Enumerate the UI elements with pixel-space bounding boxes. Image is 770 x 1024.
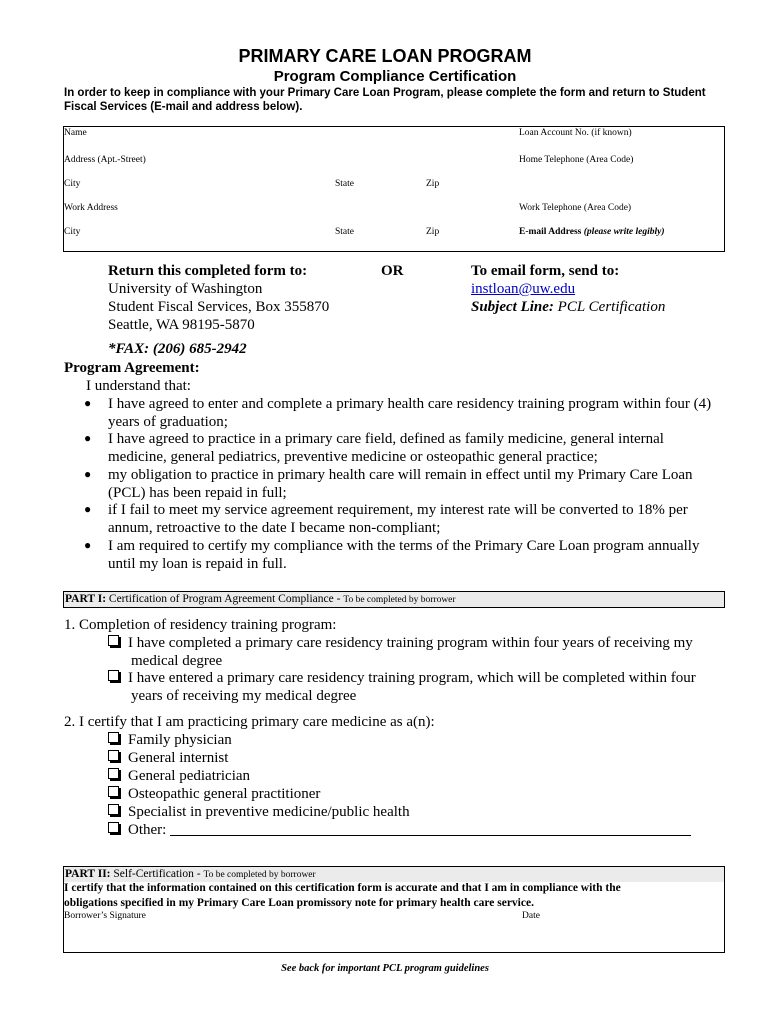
part1-note: To be completed by borrower — [343, 595, 456, 605]
question-2: 2. I certify that I am practicing primary care medicine as a(n): — [64, 714, 435, 730]
option-general-pediatrician[interactable]: General pediatrician — [108, 767, 250, 785]
bullet-icon: ● — [84, 396, 92, 410]
return-line: Seattle, WA 98195-5870 — [108, 317, 255, 333]
city-field[interactable]: City — [64, 179, 81, 189]
part2-note: To be completed by borrower — [203, 870, 316, 880]
return-line: University of Washington — [108, 281, 263, 297]
state-field[interactable]: State — [335, 179, 354, 189]
signature-field[interactable]: Borrower’s Signature — [64, 911, 146, 921]
page-subtitle: Program Compliance Certification — [273, 68, 517, 85]
part1-title: Certification of Program Agreement Compliance - — [108, 593, 341, 605]
page-title: PRIMARY CARE LOAN PROGRAM — [238, 46, 532, 66]
option-completed-residency[interactable]: I have completed a primary care residency training program within four years of receiving my medical degree — [108, 634, 693, 670]
email-field-note: (please write legibly) — [583, 227, 665, 237]
bullet-icon: ● — [84, 502, 92, 516]
intro-text: In order to keep in compliance with your Primary Care Loan Program, please complete the form and return to Student Fiscal Services (E-mail and address below). — [64, 87, 706, 113]
email-heading: To email form, send to: — [471, 263, 620, 279]
list-item: if I fail to meet my service agreement requirement, my interest rate will be converted to 18% per annum, retroactive to the date I became non-compliant; — [108, 502, 688, 536]
list-item: I am required to certify my compliance with the terms of the Primary Care Loan program annually until my loan is repaid in full. — [108, 538, 700, 572]
question-1: 1. Completion of residency training program: — [64, 617, 337, 633]
part2-title: Self-Certification - — [113, 868, 201, 880]
home-phone-field[interactable]: Home Telephone (Area Code) — [519, 155, 634, 165]
email-link[interactable]: instloan@uw.edu — [471, 281, 576, 297]
option-other[interactable]: Other: — [108, 821, 691, 839]
or-label: OR — [381, 263, 404, 279]
checkbox-icon[interactable] — [108, 635, 119, 646]
list-item: I have agreed to practice in a primary care field, defined as family medicine, general internal medicine, general pediatrics, preventive medicine or osteopathic general practice; — [108, 431, 664, 465]
list-item: I have agreed to enter and complete a primary health care residency training program within four (4) years of graduation; — [108, 396, 712, 430]
email-field-label: E-mail Address — [519, 227, 582, 237]
work-address-field[interactable]: Work Address — [64, 203, 118, 213]
name-field[interactable]: Name — [64, 128, 87, 138]
work-city-field[interactable]: City — [64, 227, 81, 237]
agreement-lead: I understand that: — [86, 378, 191, 394]
work-zip-field[interactable]: Zip — [426, 227, 440, 237]
part1-label: PART I: — [65, 593, 107, 605]
list-item: my obligation to practice in primary health care will remain in effect until my Primary Care Loan (PCL) has been repaid in full; — [108, 467, 693, 501]
checkbox-icon[interactable] — [108, 786, 119, 797]
work-state-field[interactable]: State — [335, 227, 354, 237]
option-family-physician[interactable]: Family physician — [108, 731, 232, 749]
option-preventive-medicine[interactable]: Specialist in preventive medicine/public health — [108, 803, 410, 821]
loan-account-field[interactable]: Loan Account No. (if known) — [519, 128, 632, 138]
zip-field[interactable]: Zip — [426, 179, 440, 189]
checkbox-icon[interactable] — [108, 822, 119, 833]
subject-text: PCL Certification — [557, 299, 666, 315]
checkbox-icon[interactable] — [108, 732, 119, 743]
email-field[interactable] — [519, 227, 665, 237]
bullet-icon: ● — [84, 431, 92, 445]
other-input-line[interactable] — [170, 823, 691, 836]
option-general-internist[interactable]: General internist — [108, 749, 228, 767]
part2-box — [63, 866, 725, 953]
return-heading: Return this completed form to: — [108, 263, 308, 279]
address-field[interactable]: Address (Apt.-Street) — [64, 155, 146, 165]
part2-label: PART II: — [65, 868, 111, 880]
date-field[interactable]: Date — [522, 911, 540, 921]
borrower-info-box — [63, 126, 725, 252]
subject-label: Subject Line: — [471, 299, 554, 315]
email-send-block — [471, 262, 665, 316]
bullet-icon: ● — [84, 467, 92, 481]
part1-header — [63, 591, 725, 608]
option-entered-residency[interactable]: I have entered a primary care residency training program, which will be completed within four years of receiving my medical degree — [108, 669, 696, 705]
footer-note: See back for important PCL program guidelines — [281, 963, 489, 974]
fax-number: *FAX: (206) 685-2942 — [108, 341, 247, 357]
work-phone-field[interactable]: Work Telephone (Area Code) — [519, 203, 632, 213]
checkbox-icon[interactable] — [108, 670, 119, 681]
checkbox-icon[interactable] — [108, 804, 119, 815]
return-line: Student Fiscal Services, Box 355870 — [108, 299, 330, 315]
certification-statement: I certify that the information contained on this certification form is accurate and that I am in compliance with the obligations specified in my Primary Care Loan promissory note for primary health care service. — [64, 882, 621, 909]
checkbox-icon[interactable] — [108, 750, 119, 761]
bullet-icon: ● — [84, 538, 92, 552]
return-address-block — [108, 262, 329, 358]
agreement-heading: Program Agreement: — [64, 360, 200, 376]
checkbox-icon[interactable] — [108, 768, 119, 779]
option-osteopathic[interactable]: Osteopathic general practitioner — [108, 785, 320, 803]
